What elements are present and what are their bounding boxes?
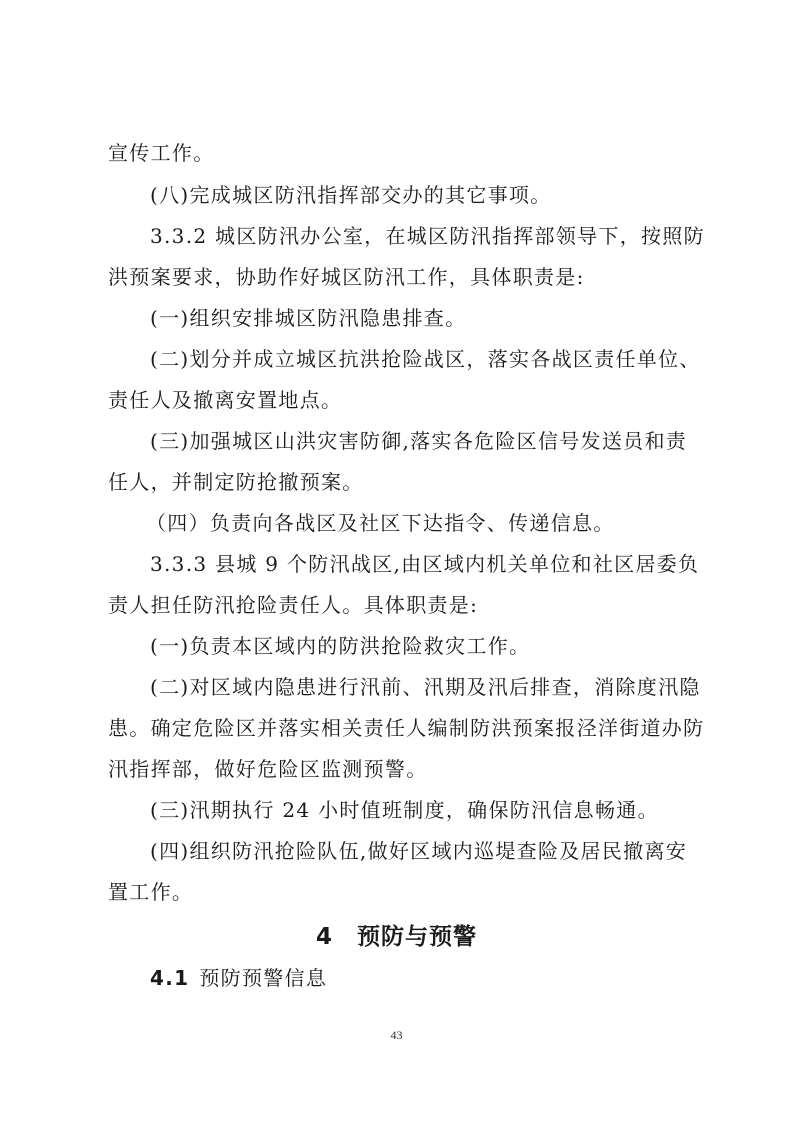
paragraph-line: 患。确定危险区并落实相关责任人编制防洪预案报泾洋街道办防	[108, 716, 705, 740]
page-number: 43	[390, 1028, 403, 1042]
paragraph-line: 汛指挥部，做好危险区监测预警。	[108, 757, 428, 781]
paragraph-line: (三)汛期执行 24 小时值班制度，确保防汛信息畅通。	[150, 798, 659, 822]
paragraph-line: 3.3.3 县城 9 个防汛战区,由区域内机关单位和社区居委负	[150, 552, 700, 576]
paragraph-line: 3.3.2 城区防汛办公室，在城区防汛指挥部领导下，按照防	[150, 224, 705, 248]
subsection-title: 预防预警信息	[199, 966, 328, 990]
paragraph-line: (二)划分并成立城区抗洪抢险战区，落实各战区责任单位、	[150, 347, 701, 371]
paragraph-line: (八)完成城区防汛指挥部交办的其它事项。	[150, 183, 552, 207]
subsection-number: 4.1	[150, 966, 190, 990]
paragraph-line: 责人担任防汛抢险责任人。具体职责是:	[108, 593, 479, 617]
paragraph-line: 任人，并制定防抢撤预案。	[108, 470, 364, 494]
paragraph-line: （四）负责向各战区及社区下达指令、传递信息。	[146, 511, 615, 535]
paragraph-line: (一)负责本区域内的防洪抢险救灾工作。	[150, 634, 531, 658]
paragraph-line: (二)对区域内隐患进行汛前、汛期及汛后排查，消除度汛隐	[150, 675, 701, 699]
paragraph-line: 责任人及撤离安置地点。	[108, 388, 343, 412]
subsection-heading	[150, 964, 327, 992]
paragraph-line: 洪预案要求，协助作好城区防汛工作，具体职责是:	[108, 265, 585, 289]
paragraph-line: (一)组织安排城区防汛隐患排查。	[150, 306, 467, 330]
paragraph-line: (四)组织防汛抢险队伍,做好区域内巡堤查险及居民撤离安	[150, 839, 688, 863]
paragraph-line: 宣传工作。	[108, 141, 215, 165]
section-heading: 4 预防与预警	[315, 924, 477, 950]
paragraph-line: (三)加强城区山洪灾害防御,落实各危险区信号发送员和责	[150, 429, 688, 453]
paragraph-line: 置工作。	[108, 880, 194, 904]
